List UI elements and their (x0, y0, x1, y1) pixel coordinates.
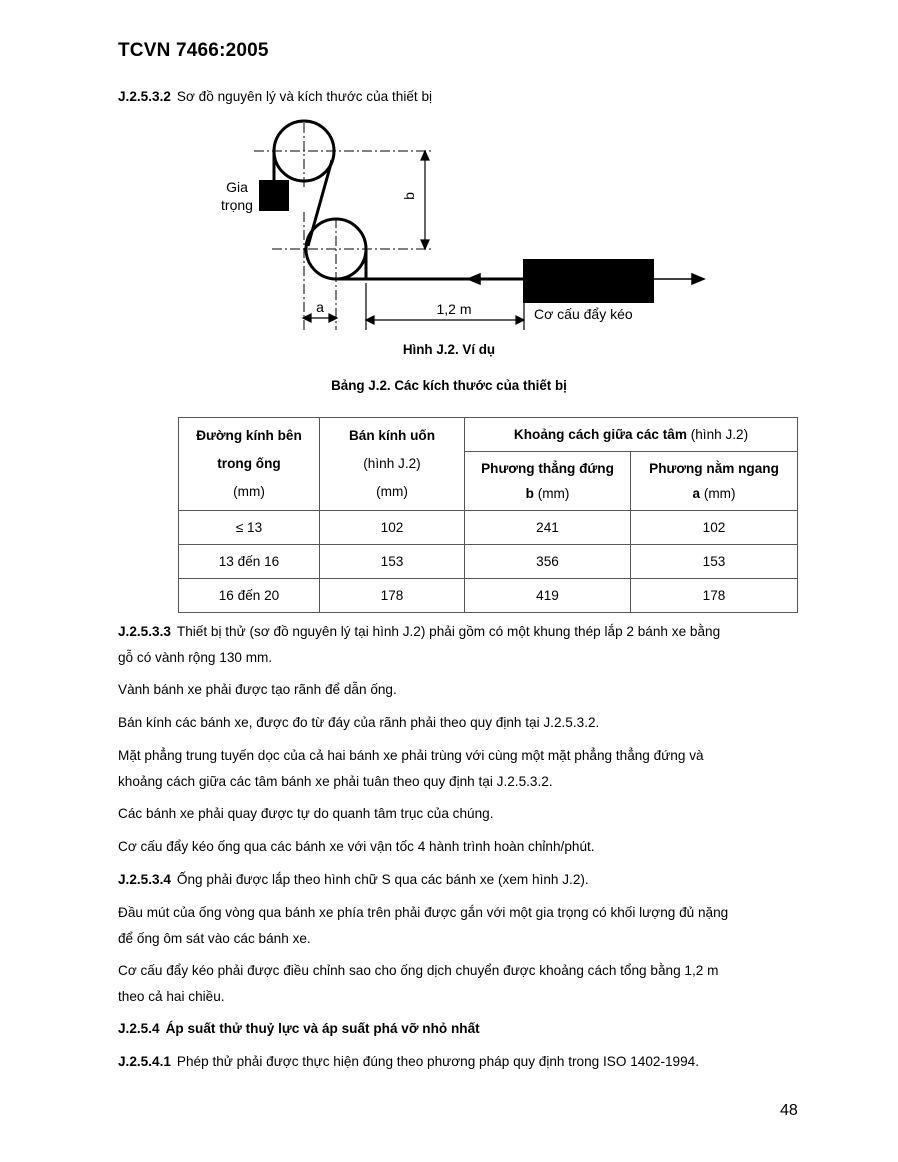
dimension-a (303, 314, 337, 322)
paragraph-adjustment: Cơ cấu đẩy kéo phải được điều chỉnh sao cho ống dịch chuyển được khoảng cách tổng bằng 1,2 m theo cả hai chiều. (118, 963, 719, 1004)
actuator-label: Cơ cấu đẩy kéo (534, 306, 633, 322)
paragraph-j25533: J.2.5.3.3 Thiết bị thử (sơ đồ nguyên lý tại hình J.2) phải gồm có một khung thép lắp 2 bánh xe bằng gỗ có vành rộng 130 mm. (118, 624, 721, 665)
table-row (179, 511, 798, 545)
page-number: 48 (780, 1102, 798, 1119)
weight-block (259, 180, 289, 211)
header-horizontal: Phương nằm ngang a (mm) (631, 452, 798, 511)
paragraph-actuator-speed: Cơ cấu đẩy kéo ống qua các bánh xe với vận tốc 4 hành trình hoàn chỉnh/phút. (118, 839, 595, 854)
cell-vertical: 241 (465, 511, 631, 545)
table-header-row-1 (179, 418, 798, 452)
paragraph-radius: Bán kính các bánh xe, được đo từ đáy của rãnh phải theo quy định tại J.2.5.3.2. (118, 715, 600, 730)
paragraph-j25534: J.2.5.3.4 Ống phải được lắp theo hình chữ S qua các bánh xe (xem hình J.2). (118, 872, 589, 887)
paragraph-groove: Vành bánh xe phải được tạo rãnh để dẫn ống. (118, 682, 397, 697)
table-row (179, 579, 798, 613)
table-caption: Bảng J.2. Các kích thước của thiết bị (331, 378, 567, 393)
header-center-distance: Khoảng cách giữa các tâm (hình J.2) (465, 418, 798, 452)
cell-diameter: ≤ 13 (179, 511, 320, 545)
dimension-a-label: a (316, 299, 324, 315)
table-row (179, 545, 798, 579)
cell-radius: 102 (320, 511, 465, 545)
cell-horizontal: 178 (631, 579, 798, 613)
clause-number: J.2.5.3.4 (118, 872, 171, 887)
section-number: J.2.5.3.2 (118, 89, 171, 104)
paragraph-weight: Đầu mút của ống vòng qua bánh xe phía trên phải được gắn với một gia trọng có khối lượng đủ nặng để ống ôm sát vào các bánh xe. (118, 905, 729, 946)
clause-number: J.2.5.4.1 (118, 1054, 171, 1069)
header-inner-diameter: Đường kính bên trong ống (mm) (179, 418, 320, 511)
paragraph-j22541: J.2.5.4.1 Phép thử phải được thực hiện đúng theo phương pháp quy định trong ISO 1402-1994. (118, 1054, 699, 1069)
section-title: Sơ đồ nguyên lý và kích thước của thiết bị (176, 89, 433, 104)
dimension-travel-label: 1,2 m (436, 301, 472, 317)
cell-horizontal: 102 (631, 511, 798, 545)
weight-label-line1: Gia (226, 179, 248, 195)
cell-diameter: 13 đến 16 (179, 545, 320, 579)
figure-j2-diagram (200, 112, 720, 332)
paragraph-midplane: Mặt phẳng trung tuyến dọc của cả hai bánh xe phải trùng với cùng một mặt phẳng thẳng đứng và khoảng cách giữa các tâm bánh xe phải tuân theo quy định tại J.2.5.3.2. (118, 748, 704, 789)
weight-label-line2: trọng (221, 197, 253, 213)
paragraph-free-rotation: Các bánh xe phải quay được tự do quanh tâm trục của chúng. (118, 806, 494, 821)
cell-radius: 153 (320, 545, 465, 579)
hose-path (274, 151, 524, 279)
figure-caption: Hình J.2. Ví dụ (402, 342, 496, 357)
center-lines (254, 123, 432, 330)
cell-radius: 178 (320, 579, 465, 613)
actuator-block (523, 259, 654, 303)
cell-horizontal: 153 (631, 545, 798, 579)
dimension-b-label: b (401, 192, 417, 200)
cell-diameter: 16 đến 20 (179, 579, 320, 613)
header-vertical: Phương thẳng đứng b (mm) (465, 452, 631, 511)
cell-vertical: 419 (465, 579, 631, 613)
cell-vertical: 356 (465, 545, 631, 579)
section-number: J.2.5.4 (118, 1021, 160, 1036)
dimensions-table (178, 417, 798, 613)
header-bend-radius: Bán kính uốn (hình J.2) (mm) (320, 418, 465, 511)
document-title: TCVN 7466:2005 (118, 40, 269, 61)
clause-number: J.2.5.3.3 (118, 624, 171, 639)
section-heading-j2254 (118, 1016, 802, 1042)
section-heading-j25532 (118, 84, 802, 110)
dimension-b (421, 151, 429, 249)
section-title: Áp suất thử thuỷ lực và áp suất phá vỡ nhỏ nhất (165, 1021, 480, 1036)
